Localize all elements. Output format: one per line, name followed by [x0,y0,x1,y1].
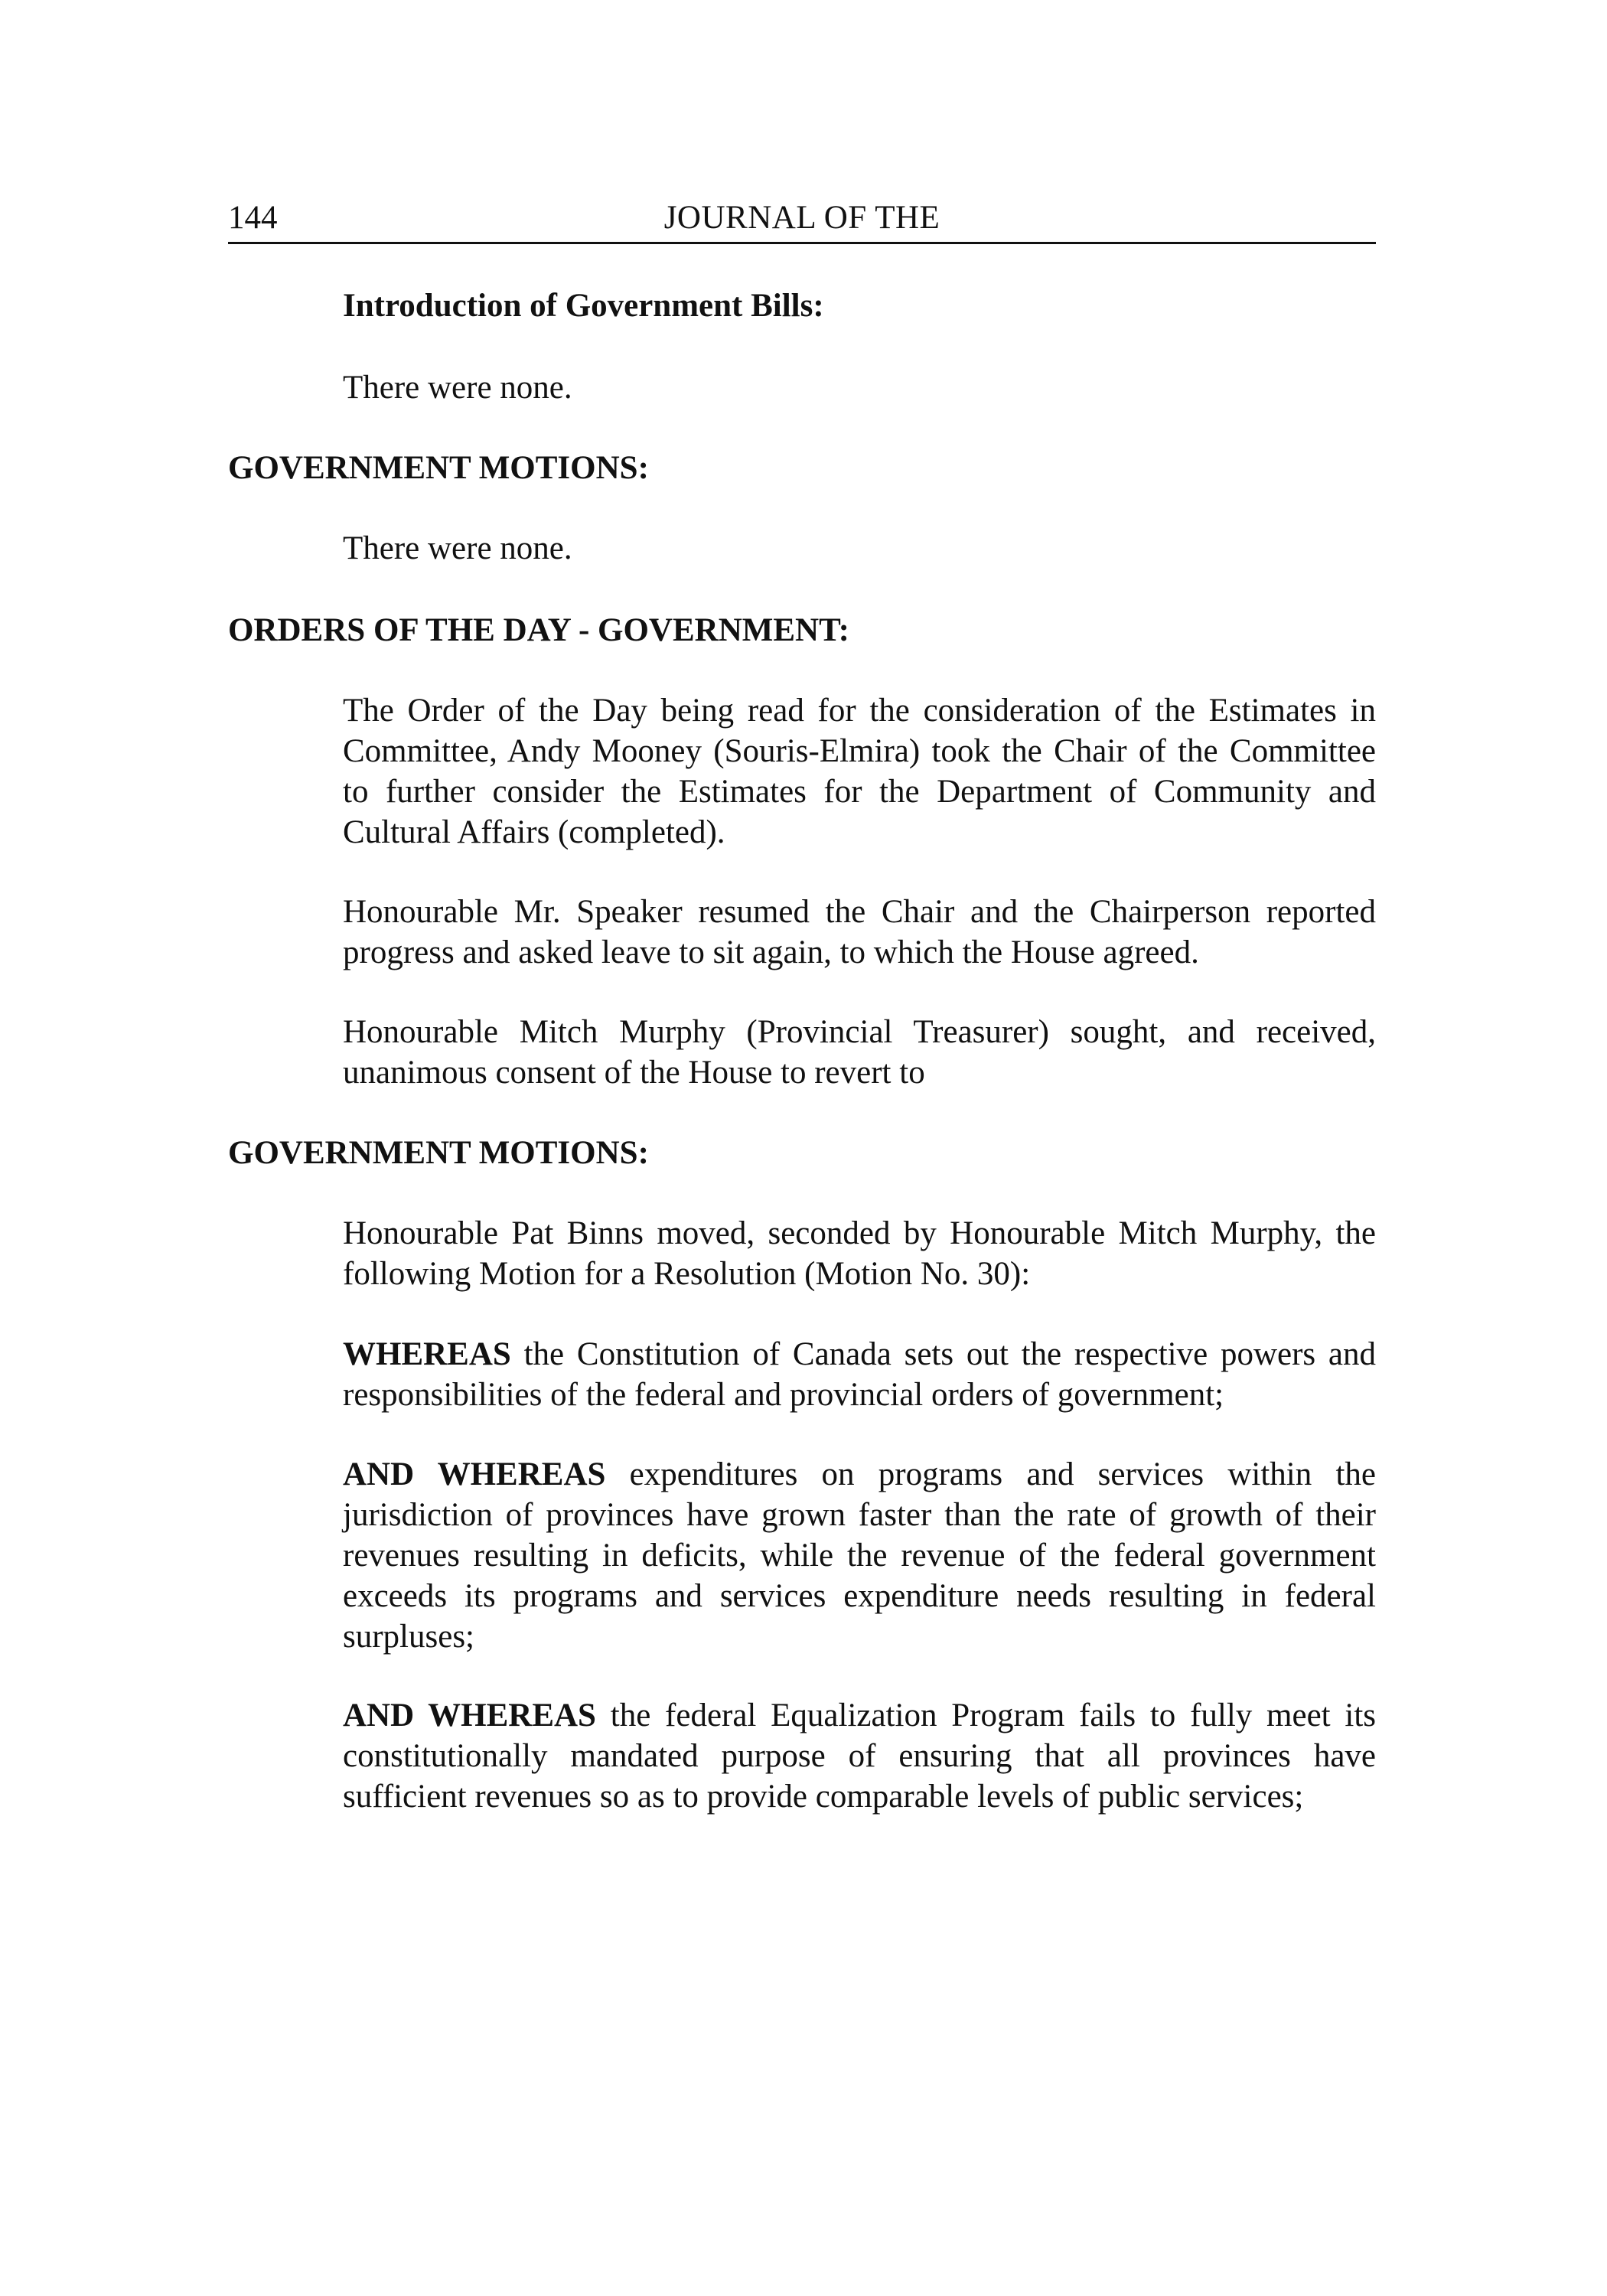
whereas-clause-3 [343,1695,1376,1817]
orders-paragraph-3: Honourable Mitch Murphy (Provincial Treasurer) sought, and received, unanimous consent of the House to revert to [343,1014,1376,1091]
orders-paragraph-1: The Order of the Day being read for the consideration of the Estimates in Committee, Andy Mooney (Souris-Elmira) took the Chair of the Committee to further consider the Estimates for the Department of Community and Cultural Affairs (completed). [343,693,1376,850]
intro-bills-text: There were none. [343,370,572,406]
orders-paragraph-2: Honourable Mr. Speaker resumed the Chair and the Chairperson reported progress and asked leave to sit again, to which the House agreed. [343,894,1376,970]
whereas-text-3: the federal Equalization Program fails to fully meet its constitutionally mandated purpose of ensuring that all provinces have sufficient revenues so as to provide comparable levels of public services; [343,1698,1376,1815]
gov-motions-heading-1: GOVERNMENT MOTIONS: [228,450,649,486]
running-header [228,194,1376,244]
whereas-clause-1 [343,1334,1376,1415]
journal-title: JOURNAL OF THE [663,200,940,236]
gov-motions-text-1: There were none. [343,530,572,566]
page-number: 144 [228,200,278,236]
whereas-lead-3: AND WHEREAS [343,1698,596,1733]
orders-of-day-heading: ORDERS OF THE DAY - GOVERNMENT: [228,612,849,648]
whereas-clause-2 [343,1454,1376,1657]
gov-motions-heading-2: GOVERNMENT MOTIONS: [228,1135,649,1171]
whereas-text-2: expenditures on programs and services within the jurisdiction of provinces have grown faster than the rate of growth of their revenues resulting in deficits, while the revenue of the federal government exceeds its programs and services expenditure needs resulting in federal surpluses; [343,1456,1376,1655]
whereas-text-1: the Constitution of Canada sets out the respective powers and responsibilities of the federal and provincial orders of government; [343,1336,1376,1413]
motion-intro-paragraph: Honourable Pat Binns moved, seconded by Honourable Mitch Murphy, the following Motion for a Resolution (Motion No. 30): [343,1215,1376,1292]
whereas-lead-1: WHEREAS [343,1336,511,1372]
intro-bills-heading: Introduction of Government Bills: [343,288,824,324]
whereas-lead-2: AND WHEREAS [343,1456,606,1492]
